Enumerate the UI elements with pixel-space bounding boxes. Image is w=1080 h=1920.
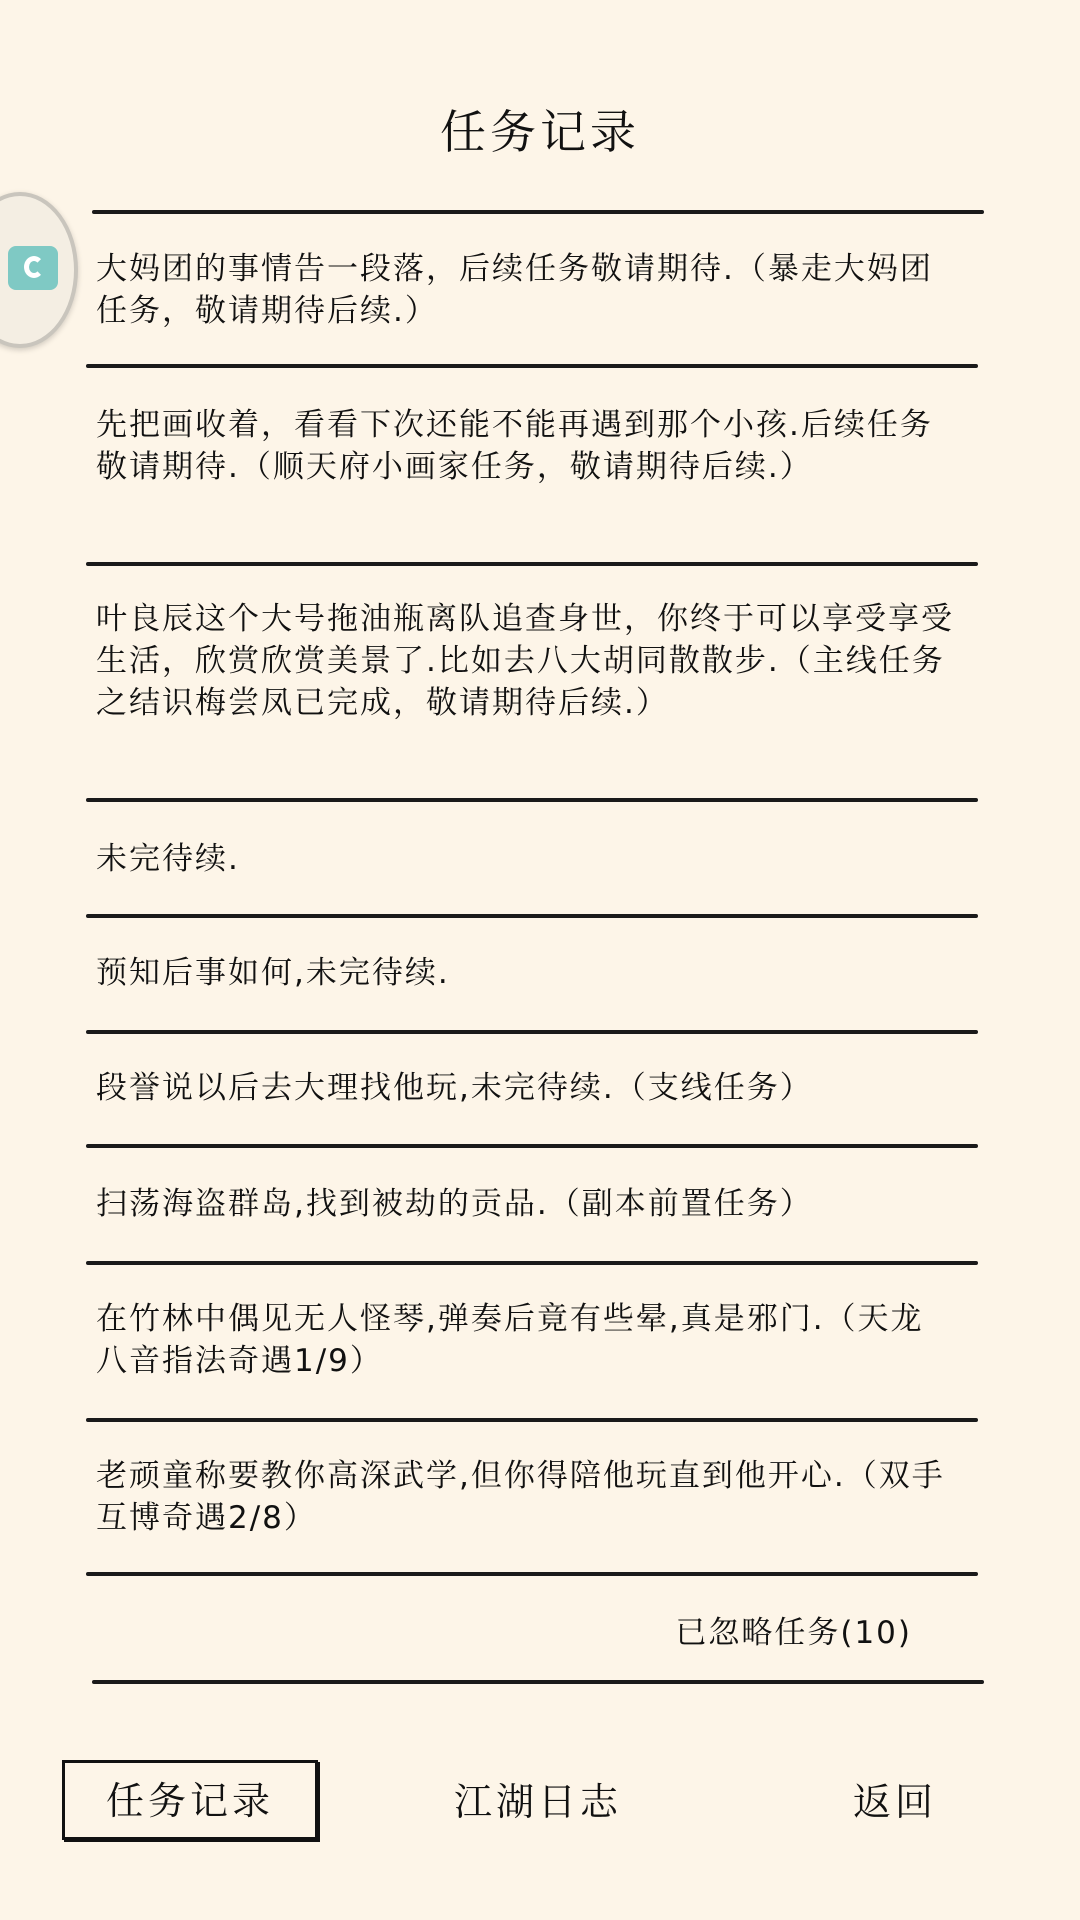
divider <box>86 1261 978 1265</box>
tab-task-records[interactable]: 任务记录 <box>62 1760 318 1840</box>
floating-assistant-button[interactable] <box>0 192 78 348</box>
task-entry-4[interactable]: 未完待续. <box>96 841 240 877</box>
back-button[interactable]: 返回 <box>852 1780 937 1824</box>
divider <box>86 1572 978 1576</box>
task-entry-8[interactable]: 在竹林中偶见无人怪琴,弹奏后竟有些晕,真是邪门.（天龙八音指法奇遇1/9） <box>96 1301 924 1379</box>
task-entry-6[interactable]: 段誉说以后去大理找他玩,未完待续.（支线任务） <box>96 1070 813 1106</box>
task-entry-2[interactable]: 先把画收着，看看下次还能不能再遇到那个小孩.后续任务敬请期待.（顺天府小画家任务，敬请期待后续.） <box>96 407 933 485</box>
task-entry-9[interactable]: 老顽童称要教你高深武学,但你得陪他玩直到他开心.（双手互博奇遇2/8） <box>96 1458 945 1536</box>
app-badge-icon <box>8 246 58 290</box>
ignored-tasks-link[interactable]: 已忽略任务(10) <box>675 1615 912 1651</box>
task-entry-1[interactable]: 大妈团的事情告一段落，后续任务敬请期待.（暴走大妈团任务，敬请期待后续.） <box>96 251 933 329</box>
divider <box>86 914 978 918</box>
task-entry-7[interactable]: 扫荡海盗群岛,找到被劫的贡品.（副本前置任务） <box>96 1186 813 1222</box>
divider <box>86 1144 978 1148</box>
divider <box>86 1030 978 1034</box>
divider <box>86 364 978 368</box>
task-entry-5[interactable]: 预知后事如何,未完待续. <box>96 955 450 991</box>
page-title: 任务记录 <box>440 105 640 159</box>
tab-jianghu-journal[interactable]: 江湖日志 <box>453 1780 622 1824</box>
divider <box>86 1418 978 1422</box>
divider <box>92 1680 984 1684</box>
task-entry-3[interactable]: 叶良辰这个大号拖油瓶离队追查身世，你终于可以享受享受生活，欣赏欣赏美景了.比如去八大胡同散散步.（主线任务之结识梅尝凤已完成，敬请期待后续.） <box>96 601 954 721</box>
divider <box>86 798 978 802</box>
divider <box>92 210 984 214</box>
divider <box>86 562 978 566</box>
